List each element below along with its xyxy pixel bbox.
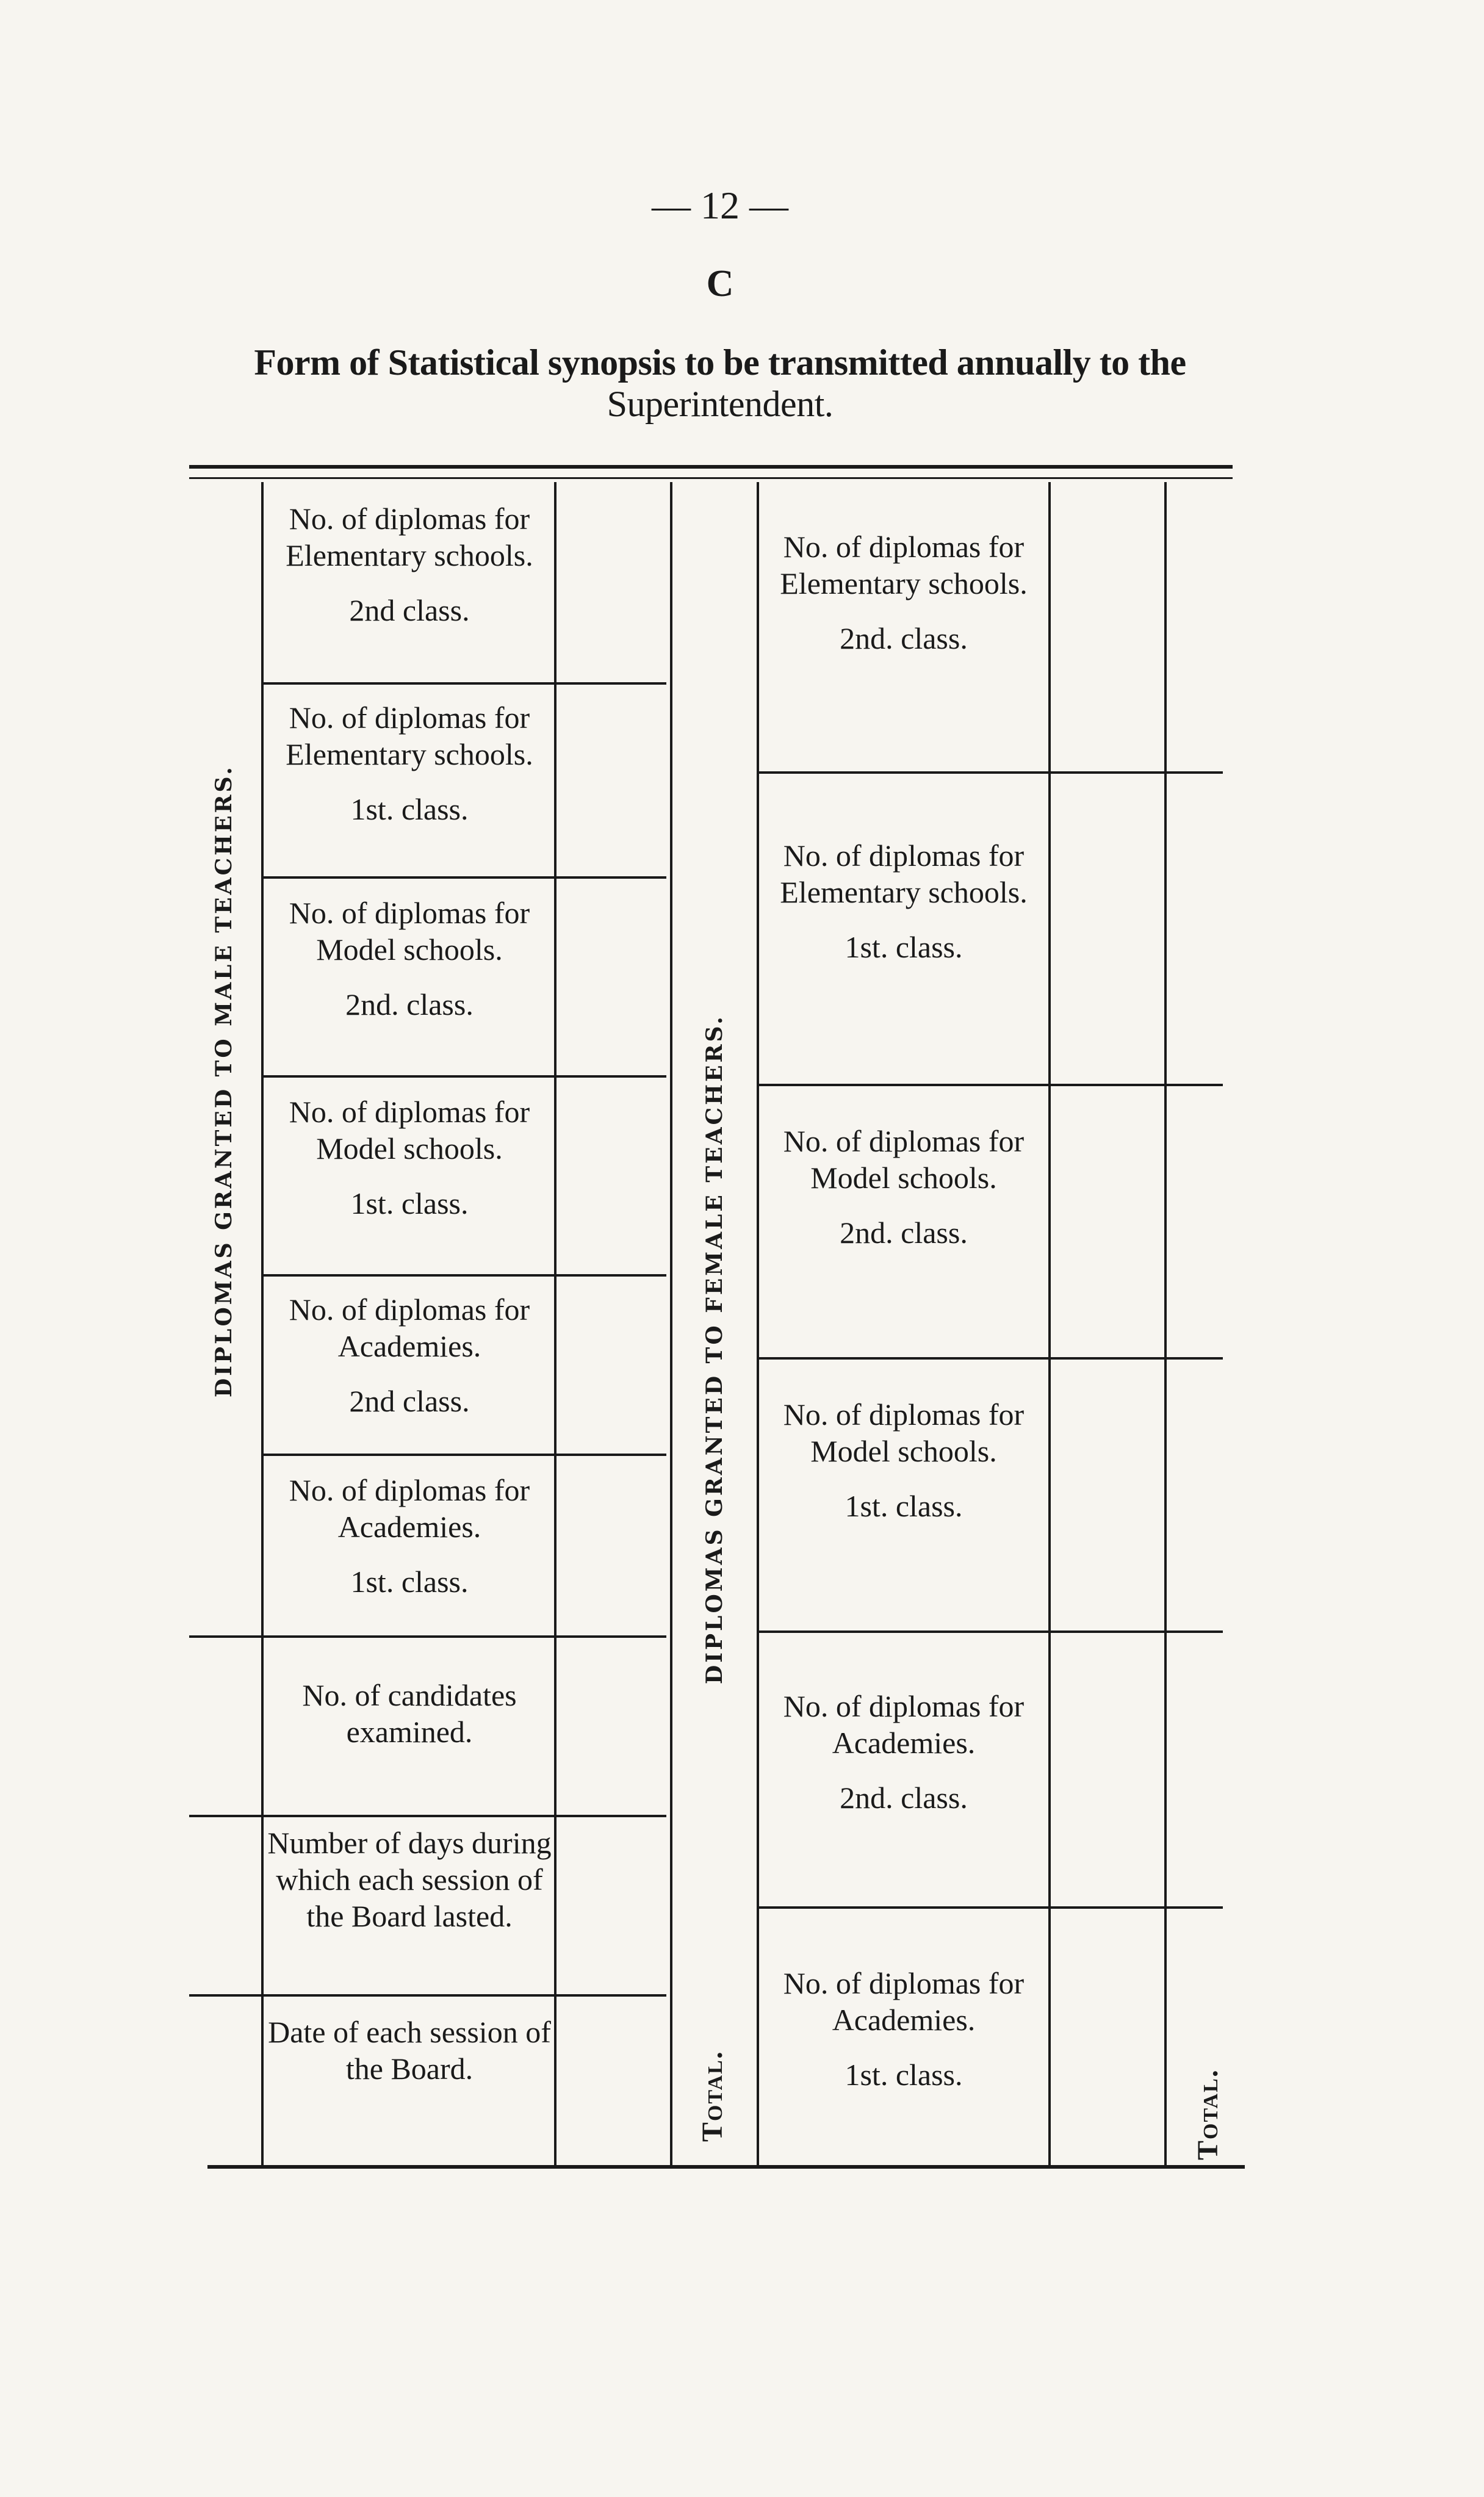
row-class: 1st. class. <box>350 1565 469 1599</box>
female-teachers-label: DIPLOMAS GRANTED TO FEMALE TEACHERS. <box>702 1014 727 1684</box>
male-row-sep <box>264 1454 666 1456</box>
row-text: No. of candidates examined. <box>302 1678 517 1749</box>
row-class: 1st. class. <box>845 1489 963 1523</box>
female-row-academies-2nd <box>762 1688 1046 1816</box>
male-teachers-label: DIPLOMAS GRANTED TO MALE TEACHERS. <box>211 765 237 1397</box>
candidates-examined-row <box>266 1677 553 1750</box>
male-row-sep <box>264 1075 666 1078</box>
row-sep-full <box>189 1815 666 1817</box>
row-class: 2nd class. <box>349 593 470 627</box>
female-row-sep <box>759 1906 1223 1909</box>
female-row-elementary-2nd <box>762 528 1046 657</box>
female-row-sep <box>759 1357 1223 1360</box>
row-class: 1st. class. <box>350 792 469 826</box>
col-divider-4 <box>757 482 759 2166</box>
row-class: 2nd. class. <box>840 1781 968 1815</box>
male-row-model-1st <box>266 1094 553 1222</box>
row-class: 2nd. class. <box>840 1216 968 1250</box>
male-row-model-2nd <box>266 895 553 1023</box>
row-class: 1st. class. <box>350 1186 469 1220</box>
row-class: 2nd class. <box>349 1384 470 1418</box>
male-row-sep <box>264 876 666 879</box>
form-title-line1: Form of Statistical synopsis to be transmitted annually to the <box>254 342 1186 383</box>
row-text: No. of diplomas for Elementary schools. <box>780 838 1028 909</box>
row-class: 2nd. class. <box>840 621 968 655</box>
session-date-row <box>266 2014 553 2087</box>
col-divider-6 <box>1164 482 1167 2166</box>
total-label-left: Total. <box>696 2050 729 2142</box>
male-row-academies-2nd <box>266 1291 553 1419</box>
female-row-sep <box>759 771 1223 774</box>
female-row-model-1st <box>762 1396 1046 1524</box>
row-text: No. of diplomas for Model schools. <box>289 896 530 967</box>
male-row-sep <box>264 1274 666 1277</box>
session-days-row <box>266 1825 553 1934</box>
form-title <box>177 342 1263 425</box>
row-text: No. of diplomas for Academies. <box>289 1292 530 1363</box>
row-text: No. of diplomas for Model schools. <box>289 1095 530 1166</box>
col-divider-1 <box>261 482 264 2166</box>
row-text: Number of days during which each session of the Board lasted. <box>267 1826 552 1933</box>
page-number: — 12 — <box>652 184 788 227</box>
female-row-sep <box>759 1084 1223 1086</box>
row-class: 1st. class. <box>845 930 963 964</box>
row-text: No. of diplomas for Elementary schools. <box>286 701 533 771</box>
female-row-academies-1st <box>762 1965 1046 2093</box>
row-text: No. of diplomas for Academies. <box>783 1966 1025 2037</box>
section-letter: C <box>706 263 734 304</box>
male-row-elementary-2nd <box>266 500 553 629</box>
row-text: No. of diplomas for Academies. <box>289 1473 530 1544</box>
col-divider-5 <box>1048 482 1051 2166</box>
bottom-rule <box>207 2165 1245 2169</box>
form-title-line2: Superintendent. <box>607 384 834 424</box>
male-row-academies-1st <box>266 1472 553 1600</box>
row-text: No. of diplomas for Elementary schools. <box>286 502 533 572</box>
row-class: 2nd. class. <box>345 987 474 1022</box>
top-rule <box>189 465 1233 469</box>
row-sep-full <box>189 1994 666 1997</box>
male-row-sep <box>264 682 666 685</box>
top-rule-thin <box>189 477 1233 479</box>
row-text: No. of diplomas for Model schools. <box>783 1397 1025 1468</box>
female-row-elementary-1st <box>762 837 1046 965</box>
col-divider-2 <box>554 482 556 2166</box>
row-class: 1st. class. <box>845 2058 963 2092</box>
female-row-model-2nd <box>762 1123 1046 1251</box>
row-text: No. of diplomas for Elementary schools. <box>780 530 1028 600</box>
row-text: No. of diplomas for Academies. <box>783 1689 1025 1760</box>
total-label-right: Total. <box>1192 2069 1224 2160</box>
female-row-sep <box>759 1630 1223 1633</box>
col-divider-3 <box>670 482 672 2166</box>
male-row-elementary-1st <box>266 699 553 827</box>
row-text: No. of diplomas for Model schools. <box>783 1124 1025 1195</box>
row-text: Date of each session of the Board. <box>268 2015 551 2086</box>
row-sep-full <box>189 1635 666 1638</box>
